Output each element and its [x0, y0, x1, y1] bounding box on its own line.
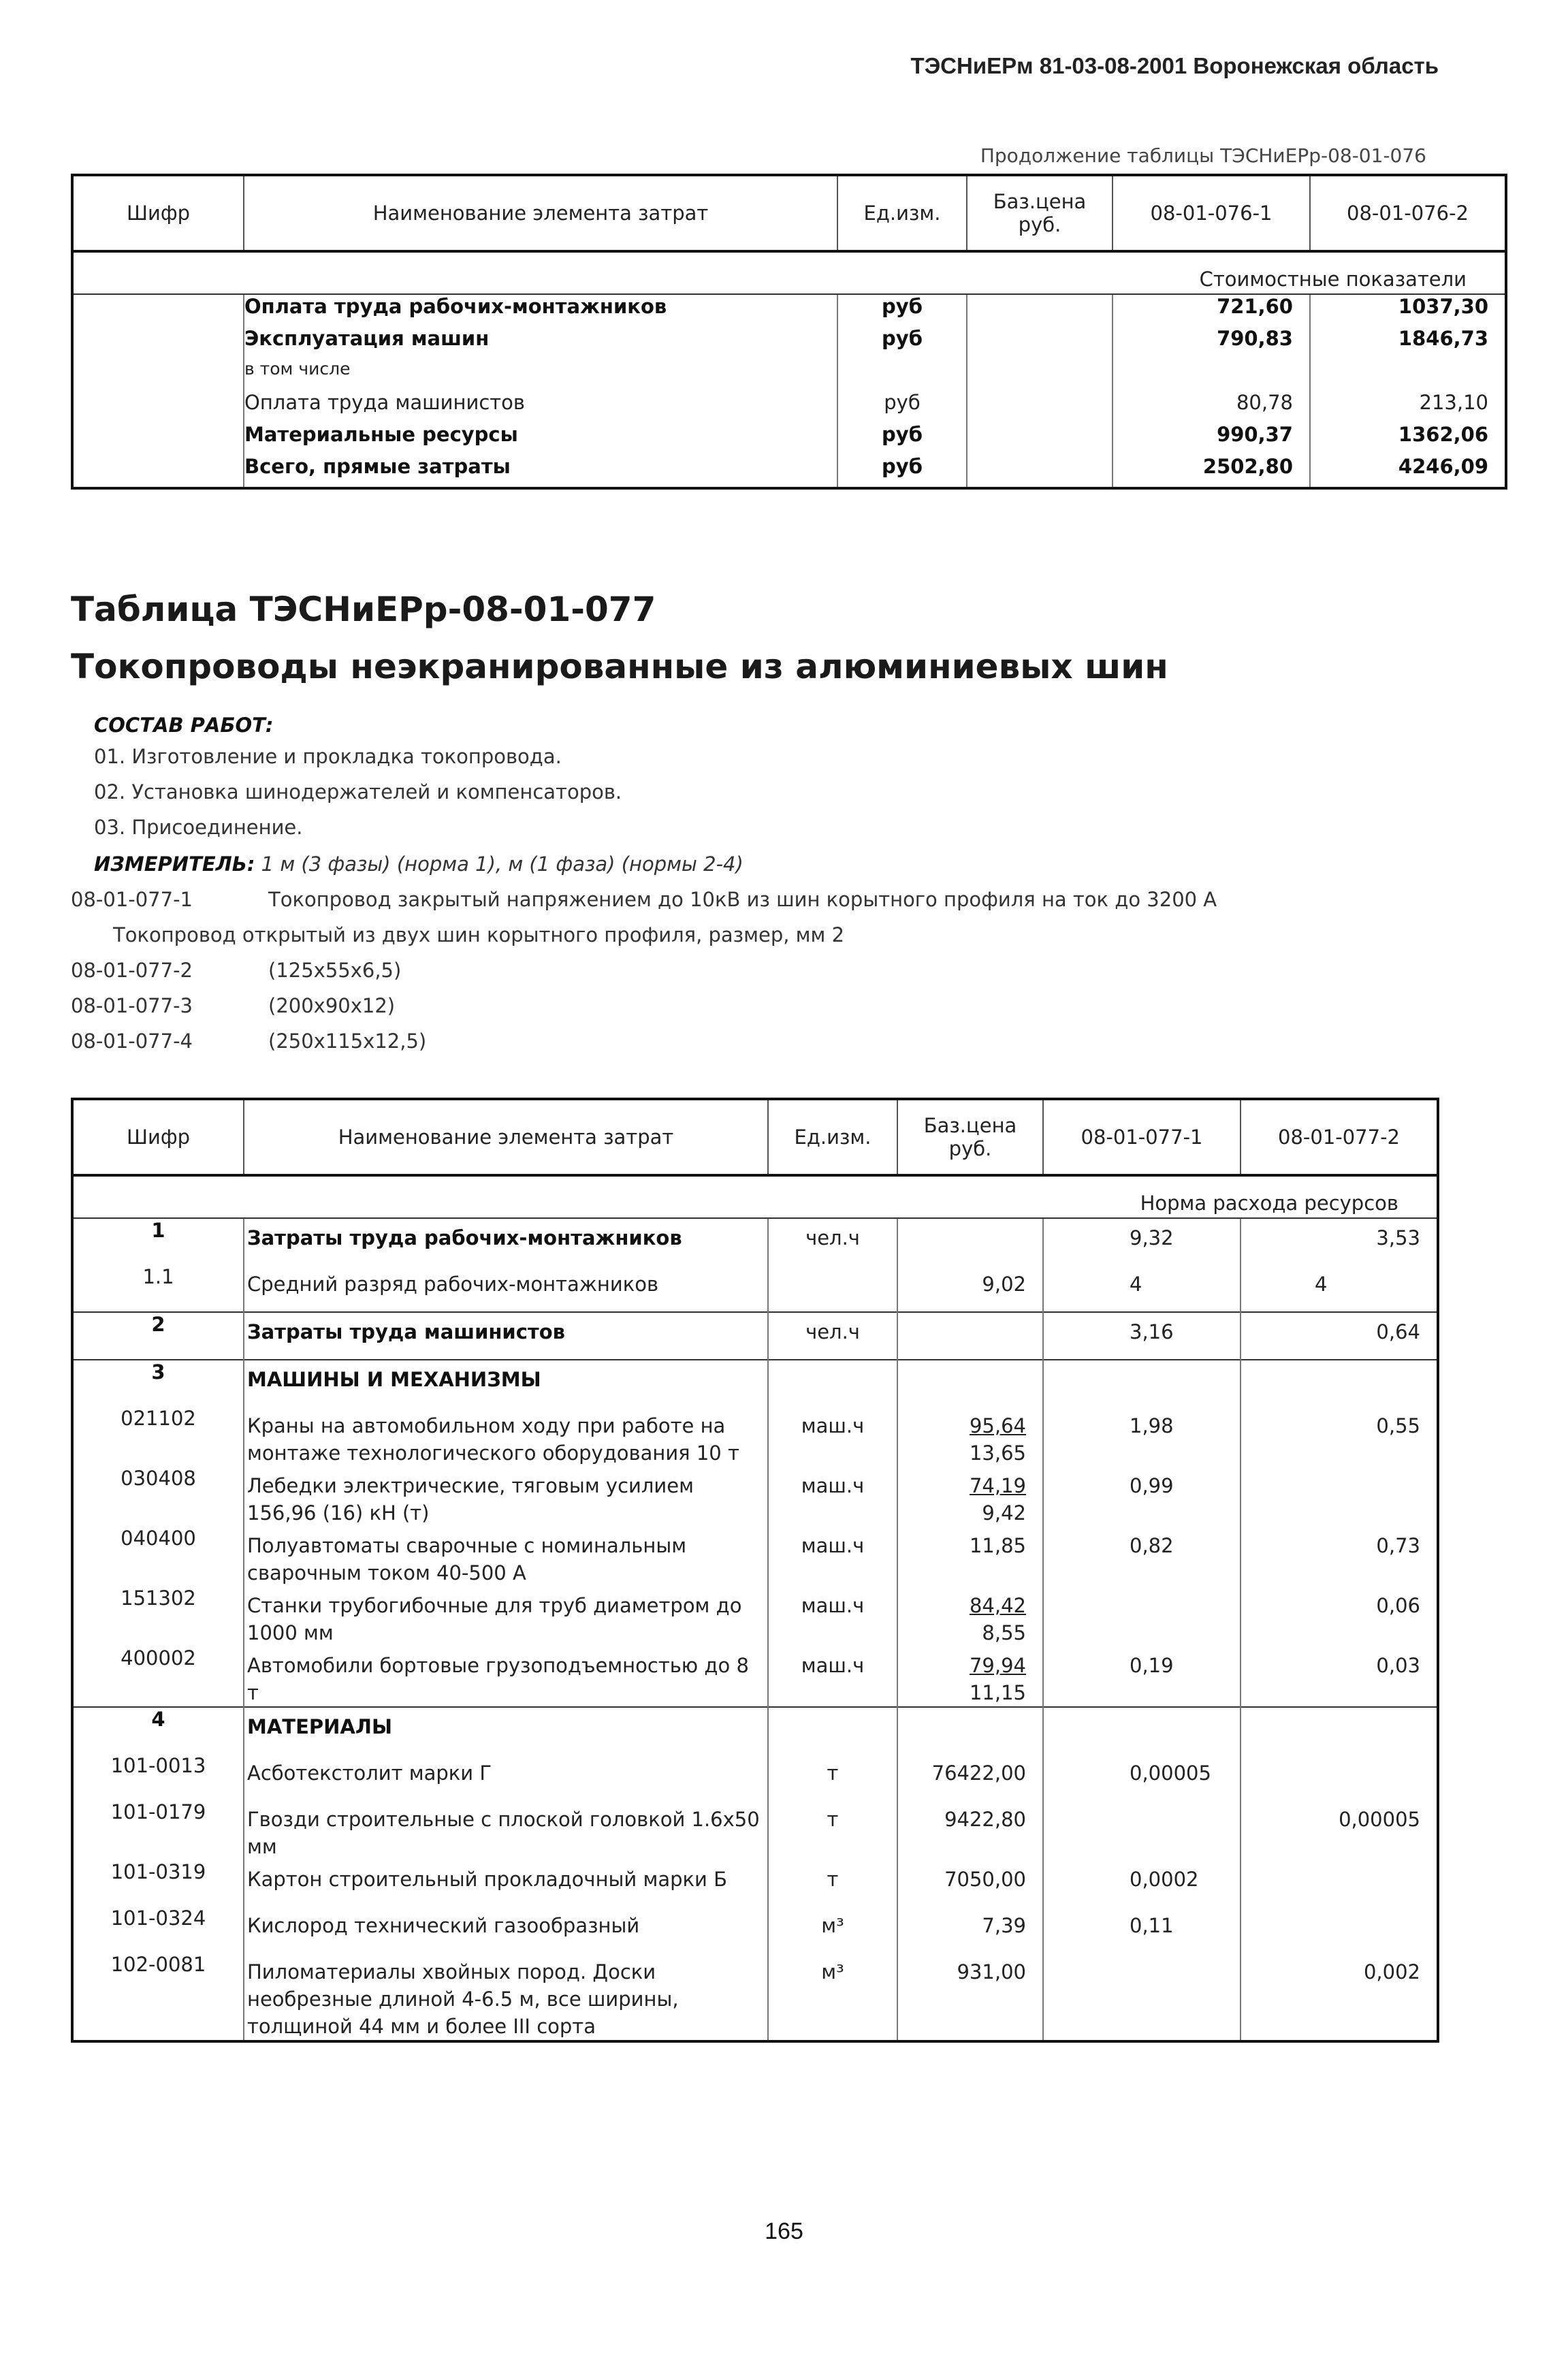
norm-value-1: 0,19 [1043, 1646, 1241, 1707]
norm-value-2 [1241, 1707, 1438, 1754]
norm-value-2 [1241, 1360, 1438, 1407]
cost-item-name: Оплата труда рабочих-монтажников [244, 294, 837, 327]
col-variant-2: 08-01-077-2 [1241, 1099, 1438, 1175]
resource-unit: т [768, 1754, 897, 1800]
table-row [72, 1407, 1438, 1467]
page-number: 165 [765, 2218, 803, 2244]
resource-name: Станки трубогибочные для труб диаметром до 1000 мм [244, 1586, 768, 1646]
empty-cell [72, 327, 244, 359]
code: 08-01-077-4 [71, 1030, 193, 1053]
resource-base-price: 931,00 [957, 1960, 1026, 1983]
norm-value-2 [1241, 1467, 1438, 1527]
norm-value-1 [1043, 1953, 1241, 2041]
table-row [72, 1707, 1438, 1754]
table-row [72, 1860, 1438, 1907]
resource-unit: маш.ч [768, 1527, 897, 1586]
resource-name: Краны на автомобильном ходу при работе на монтаже технологического оборудования 10 т [244, 1407, 768, 1467]
resource-price-cell [897, 1407, 1043, 1467]
resource-name: МАТЕРИАЛЫ [244, 1707, 768, 1754]
code-description: Токопровод закрытый напряжением до 10кВ из шин корытного профиля на ток до 3200 А [268, 888, 1217, 911]
resource-price-cell [897, 1754, 1043, 1800]
code: 08-01-077-3 [71, 994, 193, 1017]
table-row [72, 1646, 1438, 1707]
norm-value-1 [1043, 1360, 1241, 1407]
resource-price-cell [897, 1360, 1043, 1407]
code-description: (125x55x6,5) [268, 959, 402, 982]
cost-item-name: Оплата труда машинистов [244, 391, 837, 423]
resource-norms-table [71, 1098, 1439, 2043]
norm-value-1 [1043, 1586, 1241, 1646]
empty-cell [967, 359, 1113, 391]
resource-code: 101-0319 [72, 1860, 244, 1907]
work-item: 03. Присоединение. [94, 816, 303, 839]
norm-value-1 [1043, 1800, 1241, 1860]
resource-unit [768, 1360, 897, 1407]
empty-cell [72, 423, 244, 455]
cost-value-1: 2502,80 [1113, 455, 1310, 488]
resource-code: 030408 [72, 1467, 244, 1527]
norm-value-1: 0,0002 [1043, 1860, 1241, 1907]
resource-name: Средний разряд рабочих-монтажников [244, 1265, 768, 1312]
work-composition-label: СОСТАВ РАБОТ: [94, 714, 274, 737]
col-unit: Ед.изм. [837, 175, 967, 251]
cost-item-name: в том числе [244, 359, 837, 391]
cost-value-2: 1846,73 [1398, 327, 1488, 350]
code-description: (250x115x12,5) [268, 1030, 427, 1053]
col-code: Шифр [72, 1099, 244, 1175]
cost-value-1 [1113, 359, 1310, 391]
table-row [72, 359, 1506, 391]
norm-value-2 [1241, 1907, 1438, 1953]
cost-item-name: Материальные ресурсы [244, 423, 837, 455]
table-row [72, 327, 1506, 359]
norm-value-1: 0,99 [1043, 1467, 1241, 1527]
norm-value-2: 4 [1315, 1273, 1328, 1296]
resource-price-cell [897, 1527, 1043, 1586]
work-item: 02. Установка шинодержателей и компенсаторов. [94, 780, 622, 803]
resource-code: 101-0324 [72, 1907, 244, 1953]
document-header: ТЭСНиЕРм 81-03-08-2001 Воронежская область [910, 53, 1439, 78]
norm-value-2: 0,55 [1376, 1414, 1420, 1437]
empty-cell [967, 455, 1113, 488]
code-description: (200x90x12) [268, 994, 396, 1017]
resource-code: 021102 [72, 1407, 244, 1467]
resource-unit [768, 1707, 897, 1754]
norm-value-1: 4 [1043, 1265, 1241, 1312]
col-base-price: Баз.цена руб. [897, 1099, 1043, 1175]
cost-item-unit: руб [837, 327, 967, 359]
norm-value-2: 0,03 [1376, 1654, 1420, 1677]
norm-value-1: 0,82 [1043, 1527, 1241, 1586]
resource-name: Гвозди строительные с плоской головкой 1.6x50 мм [244, 1800, 768, 1860]
table-row [72, 1467, 1438, 1527]
cost-value-1: 790,83 [1113, 327, 1310, 359]
norm-value-2: 0,06 [1376, 1594, 1420, 1617]
section-subtitle: Токопроводы неэкранированные из алюминиевых шин [71, 647, 1168, 686]
code-line [71, 994, 395, 1017]
resource-unit: маш.ч [768, 1407, 897, 1467]
resource-base-price: 7050,00 [944, 1868, 1026, 1891]
code: 08-01-077-1 [71, 888, 193, 911]
code-line [71, 888, 1217, 911]
table-row [72, 391, 1506, 423]
resource-name: Кислород технический газообразный [244, 1907, 768, 1953]
resource-price-cell [897, 1265, 1043, 1312]
norm-value-1: 3,16 [1043, 1312, 1241, 1360]
resource-price-cell [897, 1646, 1043, 1707]
cost-item-unit: руб [837, 423, 967, 455]
resource-name: Затраты труда рабочих-монтажников [244, 1218, 768, 1265]
resource-name: Пиломатериалы хвойных пород. Доски необрезные длиной 4-6.5 м, все ширины, толщиной 44 мм и более III сорта [244, 1953, 768, 2041]
cost-value-2: 1037,30 [1398, 295, 1488, 318]
col-variant-1: 08-01-077-1 [1043, 1099, 1241, 1175]
resource-code: 4 [72, 1707, 244, 1754]
resource-base-price: 79,94 [969, 1654, 1026, 1677]
norm-value-1 [1043, 1707, 1241, 1754]
resource-name: Полуавтоматы сварочные с номинальным сварочным током 40-500 А [244, 1527, 768, 1586]
work-item: 01. Изготовление и прокладка токопровода. [94, 745, 562, 768]
col-name: Наименование элемента затрат [244, 1099, 768, 1175]
table-row [72, 1265, 1438, 1312]
resource-unit: чел.ч [768, 1218, 897, 1265]
table-row [72, 1586, 1438, 1646]
norm-value-2: 0,002 [1363, 1960, 1420, 1983]
resource-name: Асботекстолит марки Г [244, 1754, 768, 1800]
cost-indicators-table [71, 174, 1507, 490]
col-variant-2: 08-01-076-2 [1310, 175, 1506, 251]
resource-code: 2 [72, 1312, 244, 1360]
norm-value-2 [1241, 1860, 1438, 1907]
table-row [72, 1527, 1438, 1586]
resource-base-price: 74,19 [969, 1474, 1026, 1497]
empty-cell [72, 455, 244, 488]
resource-machinist-price: 13,65 [969, 1441, 1026, 1465]
table-row [72, 1907, 1438, 1953]
resource-name: Картон строительный прокладочный марки Б [244, 1860, 768, 1907]
resource-unit: маш.ч [768, 1586, 897, 1646]
section-title: Таблица ТЭСНиЕРр-08-01-077 [71, 590, 656, 629]
table-row [72, 455, 1506, 488]
resource-code: 040400 [72, 1527, 244, 1586]
resource-price-cell [897, 1586, 1043, 1646]
table-row [72, 294, 1506, 327]
norm-value-2: 3,53 [1376, 1226, 1420, 1249]
resource-code: 3 [72, 1360, 244, 1407]
resource-name: Затраты труда машинистов [244, 1312, 768, 1360]
table-row [72, 1800, 1438, 1860]
empty-cell [72, 294, 244, 327]
resource-name: Автомобили бортовые грузоподъемностью до 8 т [244, 1646, 768, 1707]
code-line [71, 959, 401, 982]
norm-value-1: 0,11 [1043, 1907, 1241, 1953]
resource-price-cell [897, 1953, 1043, 2041]
table-subheader: Стоимостные показатели [72, 251, 1506, 294]
col-unit: Ед.изм. [768, 1099, 897, 1175]
resource-code: 102-0081 [72, 1953, 244, 2041]
cost-item-unit: руб [837, 391, 967, 423]
code-line [71, 1030, 426, 1053]
resource-machinist-price: 9,42 [982, 1501, 1026, 1525]
cost-item-name: Эксплуатация машин [244, 327, 837, 359]
resource-unit: маш.ч [768, 1467, 897, 1527]
col-code: Шифр [72, 175, 244, 251]
code: 08-01-077-2 [71, 959, 193, 982]
resource-name: Лебедки электрические, тяговым усилием 156,96 (16) кН (т) [244, 1467, 768, 1527]
meter-text: 1 м (3 фазы) (норма 1), м (1 фаза) (нормы 2-4) [261, 852, 743, 876]
resource-base-price: 7,39 [982, 1914, 1026, 1937]
table-row [72, 1953, 1438, 2041]
resource-price-cell [897, 1707, 1043, 1754]
cost-value-2: 4246,09 [1398, 455, 1488, 478]
empty-cell [967, 294, 1113, 327]
norm-value-2: 0,64 [1241, 1312, 1438, 1360]
resource-base-price: 95,64 [969, 1414, 1026, 1437]
cost-value-2: 213,10 [1419, 391, 1488, 414]
norm-value-1: 0,00005 [1043, 1754, 1241, 1800]
resource-base-price: 11,85 [969, 1534, 1026, 1557]
resource-code: 400002 [72, 1646, 244, 1707]
cost-value-1: 80,78 [1113, 391, 1310, 423]
norm-value-2 [1241, 1754, 1438, 1800]
resource-unit: м³ [768, 1953, 897, 2041]
table-row [72, 1360, 1438, 1407]
cost-value-2: 1362,06 [1398, 423, 1488, 446]
resource-code: 1 [72, 1218, 244, 1265]
table-subheader: Норма расхода ресурсов [72, 1175, 1438, 1218]
meter-label: ИЗМЕРИТЕЛЬ: [94, 852, 255, 876]
resource-code: 101-0179 [72, 1800, 244, 1860]
resource-unit: маш.ч [768, 1646, 897, 1707]
cost-value-1: 721,60 [1113, 294, 1310, 327]
resource-unit: т [768, 1800, 897, 1860]
table-row [72, 1312, 1438, 1360]
empty-cell [967, 423, 1113, 455]
resource-price-cell [897, 1860, 1043, 1907]
resource-unit: м³ [768, 1907, 897, 1953]
col-variant-1: 08-01-076-1 [1113, 175, 1310, 251]
resource-unit [768, 1265, 897, 1312]
resource-price-cell [897, 1218, 1043, 1265]
code-description: Токопровод открытый из двух шин корытного профиля, размер, мм 2 [113, 923, 845, 946]
resource-code: 151302 [72, 1586, 244, 1646]
resource-base-price: 84,42 [969, 1594, 1026, 1617]
resource-unit: т [768, 1860, 897, 1907]
resource-unit: чел.ч [768, 1312, 897, 1360]
empty-cell [967, 391, 1113, 423]
resource-name: МАШИНЫ И МЕХАНИЗМЫ [244, 1360, 768, 1407]
cost-item-unit: руб [837, 294, 967, 327]
cost-value-2 [1310, 359, 1506, 391]
resource-machinist-price: 11,15 [969, 1681, 1026, 1704]
resource-code: 1.1 [72, 1265, 244, 1312]
cost-item-unit [837, 359, 967, 391]
table-row [72, 1754, 1438, 1800]
col-name: Наименование элемента затрат [244, 175, 837, 251]
resource-base-price: 76422,00 [931, 1761, 1026, 1785]
empty-cell [967, 327, 1113, 359]
resource-base-price: 9422,80 [944, 1808, 1026, 1831]
cost-item-unit: руб [837, 455, 967, 488]
empty-cell [72, 359, 244, 391]
norm-value-2: 0,73 [1376, 1534, 1420, 1557]
resource-price-cell [897, 1800, 1043, 1860]
resource-code: 101-0013 [72, 1754, 244, 1800]
table-row [72, 1218, 1438, 1265]
norm-value-2: 0,00005 [1339, 1808, 1420, 1831]
norm-value-1: 1,98 [1043, 1407, 1241, 1467]
resource-price-cell [897, 1467, 1043, 1527]
resource-price-cell [897, 1907, 1043, 1953]
resource-machinist-price: 8,55 [982, 1621, 1026, 1644]
resource-price-cell [897, 1312, 1043, 1360]
cost-item-name: Всего, прямые затраты [244, 455, 837, 488]
col-base-price: Баз.цена руб. [967, 175, 1113, 251]
table-row [72, 423, 1506, 455]
norm-value-1: 9,32 [1043, 1218, 1241, 1265]
table-continuation-caption: Продолжение таблицы ТЭСНиЕРр-08-01-076 [980, 144, 1426, 167]
cost-value-1: 990,37 [1113, 423, 1310, 455]
resource-base-price: 9,02 [982, 1273, 1026, 1296]
empty-cell [72, 391, 244, 423]
